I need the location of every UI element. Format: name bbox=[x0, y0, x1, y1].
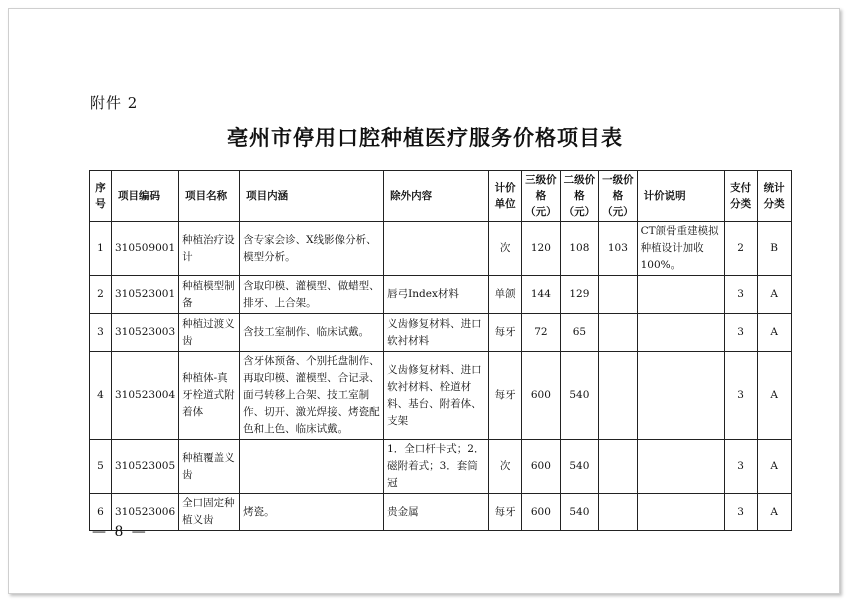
table-row bbox=[90, 440, 792, 494]
cell-content: 含牙体预备、个别托盘制作、再取印模、灌模型、合记录、面弓转移上合架、技工室制作、切开、激光焊接、烤瓷配色和上色、临床试戴。 bbox=[240, 352, 384, 440]
header-code: 项目编码 bbox=[112, 171, 179, 222]
header-name: 项目名称 bbox=[179, 171, 240, 222]
cell-name: 种植模型制备 bbox=[179, 276, 240, 314]
cell-stat-class: A bbox=[757, 314, 791, 352]
cell-stat-class: B bbox=[757, 222, 791, 276]
cell-price1 bbox=[599, 494, 638, 531]
cell-pricing-note bbox=[637, 314, 724, 352]
cell-code: 310509001 bbox=[112, 222, 179, 276]
cell-pricing-note: CT颌骨重建模拟种植设计加收100%。 bbox=[637, 222, 724, 276]
cell-payment-class: 2 bbox=[724, 222, 757, 276]
cell-content bbox=[240, 440, 384, 494]
cell-name: 种植覆盖义齿 bbox=[179, 440, 240, 494]
cell-price3: 120 bbox=[522, 222, 561, 276]
cell-excluded: 义齿修复材料、进口软衬材料 bbox=[384, 314, 489, 352]
cell-no: 1 bbox=[90, 222, 112, 276]
table-row bbox=[90, 494, 792, 531]
cell-stat-class: A bbox=[757, 440, 791, 494]
cell-pricing-note bbox=[637, 276, 724, 314]
cell-unit: 次 bbox=[489, 440, 522, 494]
cell-price2: 540 bbox=[560, 440, 599, 494]
cell-content: 含专家会诊、X线影像分析、模型分析。 bbox=[240, 222, 384, 276]
cell-payment-class: 3 bbox=[724, 276, 757, 314]
cell-payment-class: 3 bbox=[724, 352, 757, 440]
cell-price3: 144 bbox=[522, 276, 561, 314]
cell-stat-class: A bbox=[757, 276, 791, 314]
cell-price3: 600 bbox=[522, 352, 561, 440]
cell-stat-class: A bbox=[757, 352, 791, 440]
cell-price2: 129 bbox=[560, 276, 599, 314]
header-price3: 三级价格（元） bbox=[522, 171, 561, 222]
cell-price1: 103 bbox=[599, 222, 638, 276]
cell-price1 bbox=[599, 276, 638, 314]
cell-price3: 600 bbox=[522, 494, 561, 531]
table-header-row bbox=[90, 171, 792, 222]
cell-content: 烤瓷。 bbox=[240, 494, 384, 531]
cell-excluded: 唇弓Index材料 bbox=[384, 276, 489, 314]
document-title: 亳州市停用口腔种植医疗服务价格项目表 bbox=[227, 125, 623, 150]
cell-excluded: 贵金属 bbox=[384, 494, 489, 531]
cell-unit: 单颌 bbox=[489, 276, 522, 314]
cell-code: 310523001 bbox=[112, 276, 179, 314]
cell-code: 310523003 bbox=[112, 314, 179, 352]
cell-pricing-note bbox=[637, 494, 724, 531]
page-number: — 8 — bbox=[92, 524, 148, 540]
cell-no: 6 bbox=[90, 494, 112, 531]
header-payment-class: 支付分类 bbox=[724, 171, 757, 222]
header-price1: 一级价格（元） bbox=[599, 171, 638, 222]
cell-pricing-note bbox=[637, 352, 724, 440]
cell-unit: 每牙 bbox=[489, 494, 522, 531]
cell-content: 含取印模、灌模型、做蜡型、排牙、上合架。 bbox=[240, 276, 384, 314]
header-pricing-note: 计价说明 bbox=[637, 171, 724, 222]
attachment-label: 附件 2 bbox=[90, 94, 139, 112]
cell-no: 2 bbox=[90, 276, 112, 314]
cell-price1 bbox=[599, 314, 638, 352]
cell-no: 3 bbox=[90, 314, 112, 352]
cell-payment-class: 3 bbox=[724, 494, 757, 531]
cell-name: 种植治疗设计 bbox=[179, 222, 240, 276]
header-unit: 计价单位 bbox=[489, 171, 522, 222]
cell-stat-class: A bbox=[757, 494, 791, 531]
cell-no: 4 bbox=[90, 352, 112, 440]
cell-unit: 每牙 bbox=[489, 314, 522, 352]
header-stat-class: 统计分类 bbox=[757, 171, 791, 222]
cell-excluded bbox=[384, 222, 489, 276]
cell-price2: 108 bbox=[560, 222, 599, 276]
cell-unit: 次 bbox=[489, 222, 522, 276]
cell-price3: 72 bbox=[522, 314, 561, 352]
price-table bbox=[89, 170, 792, 531]
cell-name: 种植体-真牙栓道式附着体 bbox=[179, 352, 240, 440]
cell-price1 bbox=[599, 352, 638, 440]
cell-excluded: 义齿修复材料、进口软衬材料、栓道材料、基台、附着体、支架 bbox=[384, 352, 489, 440]
cell-code: 310523004 bbox=[112, 352, 179, 440]
table-row bbox=[90, 352, 792, 440]
cell-name: 种植过渡义齿 bbox=[179, 314, 240, 352]
cell-pricing-note bbox=[637, 440, 724, 494]
table-row bbox=[90, 314, 792, 352]
table-row bbox=[90, 222, 792, 276]
cell-price2: 540 bbox=[560, 494, 599, 531]
cell-price3: 600 bbox=[522, 440, 561, 494]
cell-name: 全口固定种植义齿 bbox=[179, 494, 240, 531]
cell-no: 5 bbox=[90, 440, 112, 494]
cell-payment-class: 3 bbox=[724, 314, 757, 352]
table-row bbox=[90, 276, 792, 314]
cell-unit: 每牙 bbox=[489, 352, 522, 440]
cell-content: 含技工室制作、临床试戴。 bbox=[240, 314, 384, 352]
header-excluded: 除外内容 bbox=[384, 171, 489, 222]
cell-price1 bbox=[599, 440, 638, 494]
cell-price2: 540 bbox=[560, 352, 599, 440]
cell-excluded: 1．全口杆卡式；2．磁附着式；3．套筒冠 bbox=[384, 440, 489, 494]
header-no: 序号 bbox=[90, 171, 112, 222]
cell-price2: 65 bbox=[560, 314, 599, 352]
cell-code: 310523006 bbox=[112, 494, 179, 531]
cell-payment-class: 3 bbox=[724, 440, 757, 494]
header-price2: 二级价格（元） bbox=[560, 171, 599, 222]
cell-code: 310523005 bbox=[112, 440, 179, 494]
header-content: 项目内涵 bbox=[240, 171, 384, 222]
